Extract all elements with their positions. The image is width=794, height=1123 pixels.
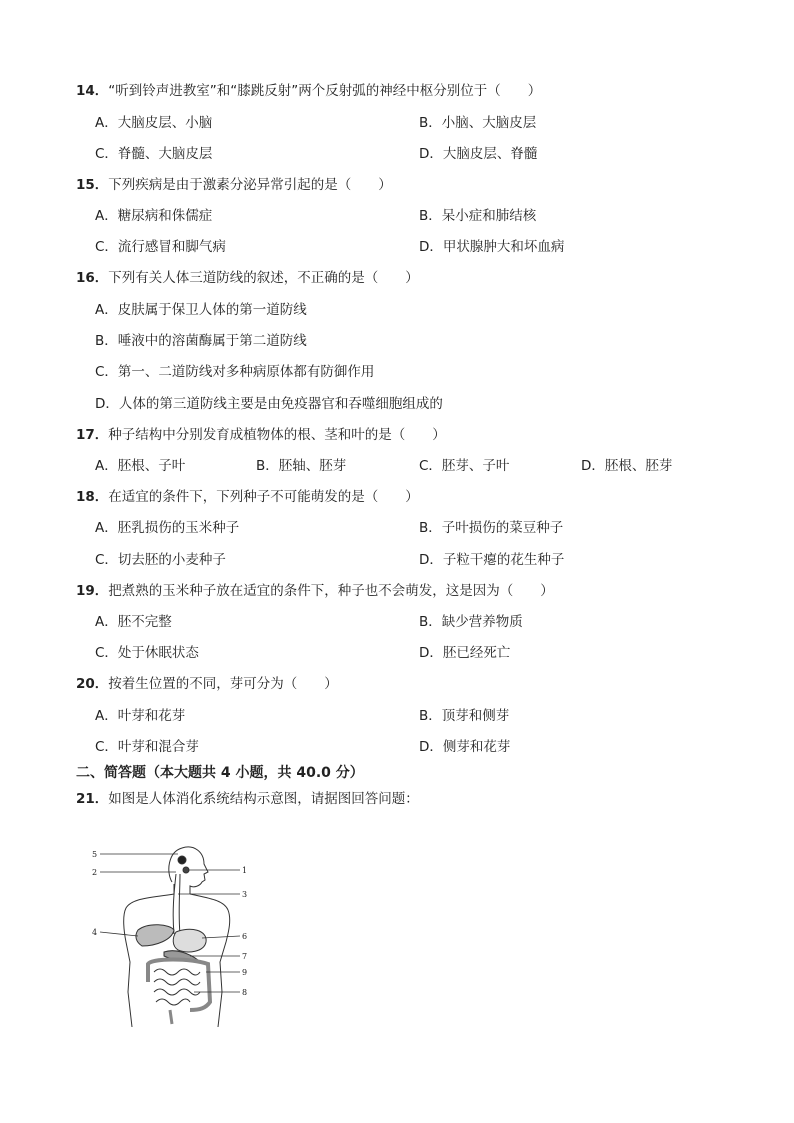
question-stem: 如图是人体消化系统结构示意图，请据图回答问题： <box>108 791 419 807</box>
option-b: B．胚轴、胚芽 <box>256 458 347 474</box>
label-3: 3 <box>242 890 248 899</box>
label-8: 8 <box>242 988 248 997</box>
option-d: D．子粒干瘪的花生种子 <box>419 552 565 568</box>
label-4: 4 <box>92 928 98 937</box>
label-1: 1 <box>242 866 248 875</box>
question-stem: 把煮熟的玉米种子放在适宜的条件下，种子也不会萌发，这是因为（ ） <box>108 583 554 599</box>
label-7: 7 <box>242 952 248 961</box>
question-stem: 下列疾病是由于激素分泌异常引起的是（ ） <box>108 177 392 193</box>
question-19: 19．把煮熟的玉米种子放在适宜的条件下，种子也不会萌发，这是因为（ ） <box>76 583 554 599</box>
option-b: B．小脑、大脑皮层 <box>419 115 537 131</box>
small-intestine <box>154 969 200 1005</box>
option-d: D．甲状腺肿大和坏血病 <box>419 239 565 255</box>
option-a: A．胚根、子叶 <box>95 458 186 474</box>
digestive-system-diagram <box>90 842 260 1032</box>
option-a: A．皮肤属于保卫人体的第一道防线 <box>95 302 307 318</box>
label-9: 9 <box>242 968 248 977</box>
esophagus <box>173 874 176 934</box>
question-21: 21．如图是人体消化系统结构示意图，请据图回答问题： <box>76 791 419 807</box>
option-c: C．胚芽、子叶 <box>419 458 510 474</box>
section-heading: 二、简答题（本大题共 4 小题，共 40.0 分） <box>76 765 364 781</box>
option-b: B．顶芽和侧芽 <box>419 708 510 724</box>
option-c: C．脊髓、大脑皮层 <box>95 146 213 162</box>
question-stem: 种子结构中分别发育成植物体的根、茎和叶的是（ ） <box>108 427 446 443</box>
question-20: 20．按着生位置的不同，芽可分为（ ） <box>76 676 338 692</box>
option-d: D．胚根、胚芽 <box>581 458 673 474</box>
question-stem: 下列有关人体三道防线的叙述，不正确的是（ ） <box>108 270 419 286</box>
stomach <box>173 929 206 952</box>
option-d: D．人体的第三道防线主要是由免疫器官和吞噬细胞组成的 <box>95 396 443 412</box>
question-stem: 在适宜的条件下，下列种子不可能萌发的是（ ） <box>108 489 419 505</box>
leader-lines <box>100 854 240 992</box>
option-a: A．叶芽和花芽 <box>95 708 186 724</box>
option-c: C．切去胚的小麦种子 <box>95 552 226 568</box>
option-c: C．处于休眠状态 <box>95 645 199 661</box>
option-a: A．糖尿病和侏儒症 <box>95 208 213 224</box>
liver <box>136 925 174 946</box>
option-d: D．大脑皮层、脊髓 <box>419 146 538 162</box>
question-14: 14．“听到铃声进教室”和“膝跳反射”两个反射弧的神经中枢分别位于（ ） <box>76 83 542 99</box>
option-b: B．呆小症和肺结核 <box>419 208 537 224</box>
option-a: A．大脑皮层、小脑 <box>95 115 213 131</box>
option-b: B．缺少营养物质 <box>419 614 523 630</box>
oral-cavity <box>178 856 186 864</box>
label-2: 2 <box>92 868 98 877</box>
option-a: A．胚乳损伤的玉米种子 <box>95 520 240 536</box>
option-b: B．唾液中的溶菌酶属于第二道防线 <box>95 333 307 349</box>
rectum <box>170 1010 172 1024</box>
option-c: C．流行感冒和脚气病 <box>95 239 226 255</box>
option-a: A．胚不完整 <box>95 614 172 630</box>
option-c: C．第一、二道防线对多种病原体都有防御作用 <box>95 364 375 380</box>
question-16: 16．下列有关人体三道防线的叙述，不正确的是（ ） <box>76 270 419 286</box>
option-d: D．胚已经死亡 <box>419 645 511 661</box>
option-c: C．叶芽和混合芽 <box>95 739 199 755</box>
question-18: 18．在适宜的条件下，下列种子不可能萌发的是（ ） <box>76 489 419 505</box>
question-15: 15．下列疾病是由于激素分泌异常引起的是（ ） <box>76 177 392 193</box>
option-b: B．子叶损伤的菜豆种子 <box>419 520 564 536</box>
question-stem: 按着生位置的不同，芽可分为（ ） <box>108 676 338 692</box>
option-d: D．侧芽和花芽 <box>419 739 511 755</box>
question-17: 17．种子结构中分别发育成植物体的根、茎和叶的是（ ） <box>76 427 446 443</box>
question-stem: “听到铃声进教室”和“膝跳反射”两个反射弧的神经中枢分别位于（ ） <box>108 83 542 99</box>
label-5: 5 <box>92 850 98 859</box>
label-6: 6 <box>242 932 248 941</box>
